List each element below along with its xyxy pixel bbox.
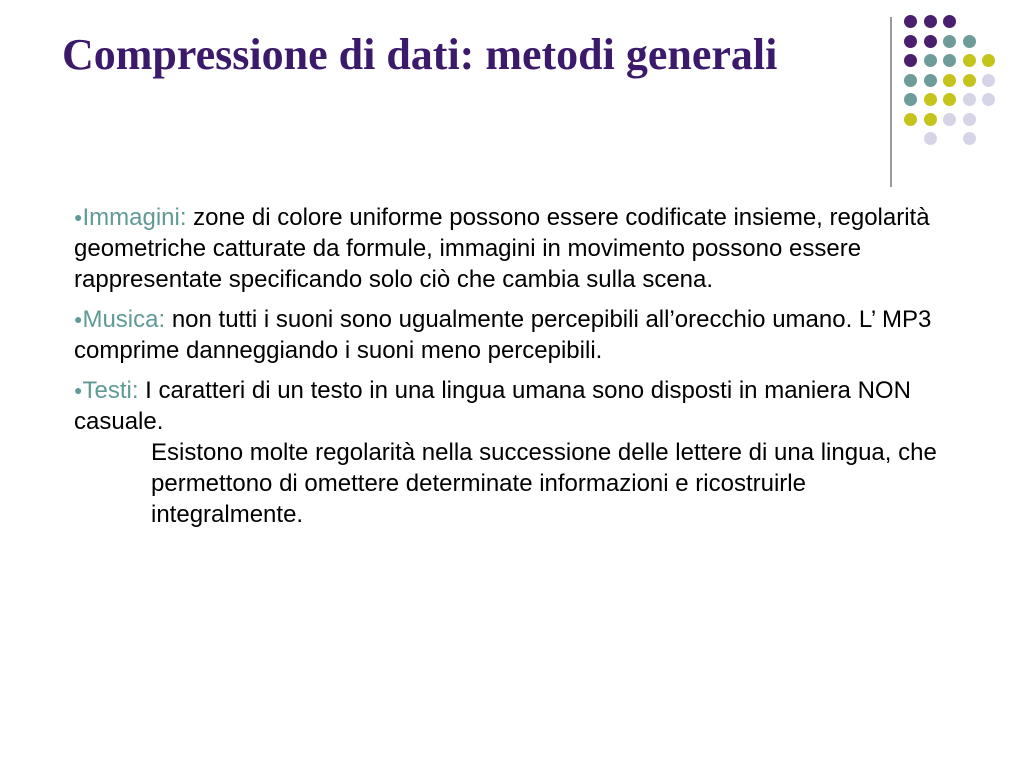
decorative-dot	[943, 15, 956, 28]
bullet-testi	[74, 375, 954, 437]
decorative-dot	[963, 93, 976, 106]
bullet-label: Immagini:	[82, 204, 187, 231]
bullet-musica	[74, 304, 954, 366]
decorative-dot	[904, 54, 917, 67]
bullet-dot-icon: ●	[74, 209, 83, 225]
bullet-dot-icon: ●	[74, 382, 83, 398]
bullet-immagini	[74, 202, 954, 295]
title-divider	[890, 17, 892, 187]
decorative-dot	[963, 35, 976, 48]
decorative-dot	[904, 74, 917, 87]
decorative-dot	[963, 74, 976, 87]
decorative-dot	[904, 15, 917, 28]
slide-body	[74, 202, 954, 530]
bullet-label: Testi:	[82, 377, 139, 404]
bullet-dot-icon: ●	[74, 311, 83, 327]
bullet-text: non tutti i suoni sono ugualmente percepibili all’orecchio umano. L’ MP3 comprime danneggiando i suoni meno percepibili.	[74, 306, 932, 364]
decorative-dot	[924, 54, 937, 67]
decorative-dot-grid	[900, 9, 1000, 169]
decorative-dot	[943, 54, 956, 67]
decorative-dot	[982, 54, 995, 67]
decorative-dot	[943, 35, 956, 48]
bullet-label: Musica:	[82, 306, 166, 333]
decorative-dot	[904, 35, 917, 48]
decorative-dot	[963, 132, 976, 145]
bullet-text: I caratteri di un testo in una lingua umana sono disposti in maniera NON casuale.	[74, 377, 911, 435]
decorative-dot	[943, 74, 956, 87]
bullet-text: zone di colore uniforme possono essere codificate insieme, regolarità geometriche catturate da formule, immagini in movimento possono essere rappresentate specificando solo ciò che cambia sulla scena.	[74, 204, 930, 293]
decorative-dot	[943, 113, 956, 126]
decorative-dot	[924, 15, 937, 28]
decorative-dot	[924, 132, 937, 145]
decorative-dot	[924, 74, 937, 87]
decorative-dot	[982, 93, 995, 106]
sub-paragraph: Esistono molte regolarità nella successione delle lettere di una lingua, che permettono di omettere determinate informazioni e ricostruirle integralmente.	[151, 439, 937, 528]
decorative-dot	[982, 74, 995, 87]
decorative-dot	[904, 93, 917, 106]
decorative-dot	[924, 93, 937, 106]
decorative-dot	[943, 93, 956, 106]
decorative-dot	[924, 35, 937, 48]
decorative-dot	[924, 113, 937, 126]
decorative-dot	[904, 113, 917, 126]
decorative-dot	[963, 113, 976, 126]
decorative-dot	[963, 54, 976, 67]
slide-title: Compressione di dati: metodi generali	[62, 30, 778, 79]
